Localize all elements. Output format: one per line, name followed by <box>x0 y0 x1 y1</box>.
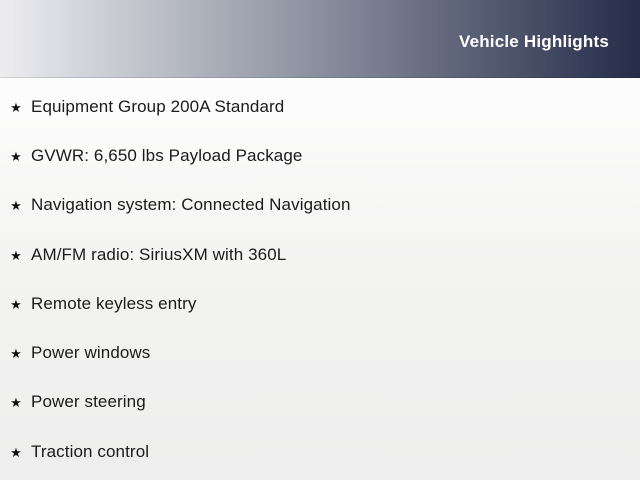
highlight-text: Equipment Group 200A Standard <box>31 96 285 116</box>
highlight-item <box>8 131 630 180</box>
highlights-list <box>0 78 640 480</box>
highlight-text: Navigation system: Connected Navigation <box>31 195 351 215</box>
highlight-item <box>8 181 630 230</box>
star-icon: ★ <box>10 296 22 312</box>
star-icon: ★ <box>10 148 22 164</box>
highlight-text: Traction control <box>31 441 150 461</box>
highlight-text: Remote keyless entry <box>31 293 197 313</box>
highlight-item <box>8 82 630 131</box>
highlight-item <box>8 279 630 328</box>
header-banner <box>0 0 640 78</box>
star-icon: ★ <box>10 346 22 362</box>
star-icon: ★ <box>10 99 22 115</box>
star-icon: ★ <box>10 247 22 263</box>
highlight-text: Power steering <box>31 392 146 412</box>
highlight-item <box>8 427 630 476</box>
highlight-item <box>8 328 630 377</box>
star-icon: ★ <box>10 444 22 460</box>
highlight-text: AM/FM radio: SiriusXM with 360L <box>31 244 287 264</box>
highlight-item <box>8 378 630 427</box>
highlight-text: Power windows <box>31 343 151 363</box>
star-icon: ★ <box>10 198 22 214</box>
star-icon: ★ <box>10 395 22 411</box>
highlight-text: GVWR: 6,650 lbs Payload Package <box>31 145 303 165</box>
page-title: Vehicle Highlights <box>458 32 609 51</box>
highlight-item <box>8 230 630 279</box>
